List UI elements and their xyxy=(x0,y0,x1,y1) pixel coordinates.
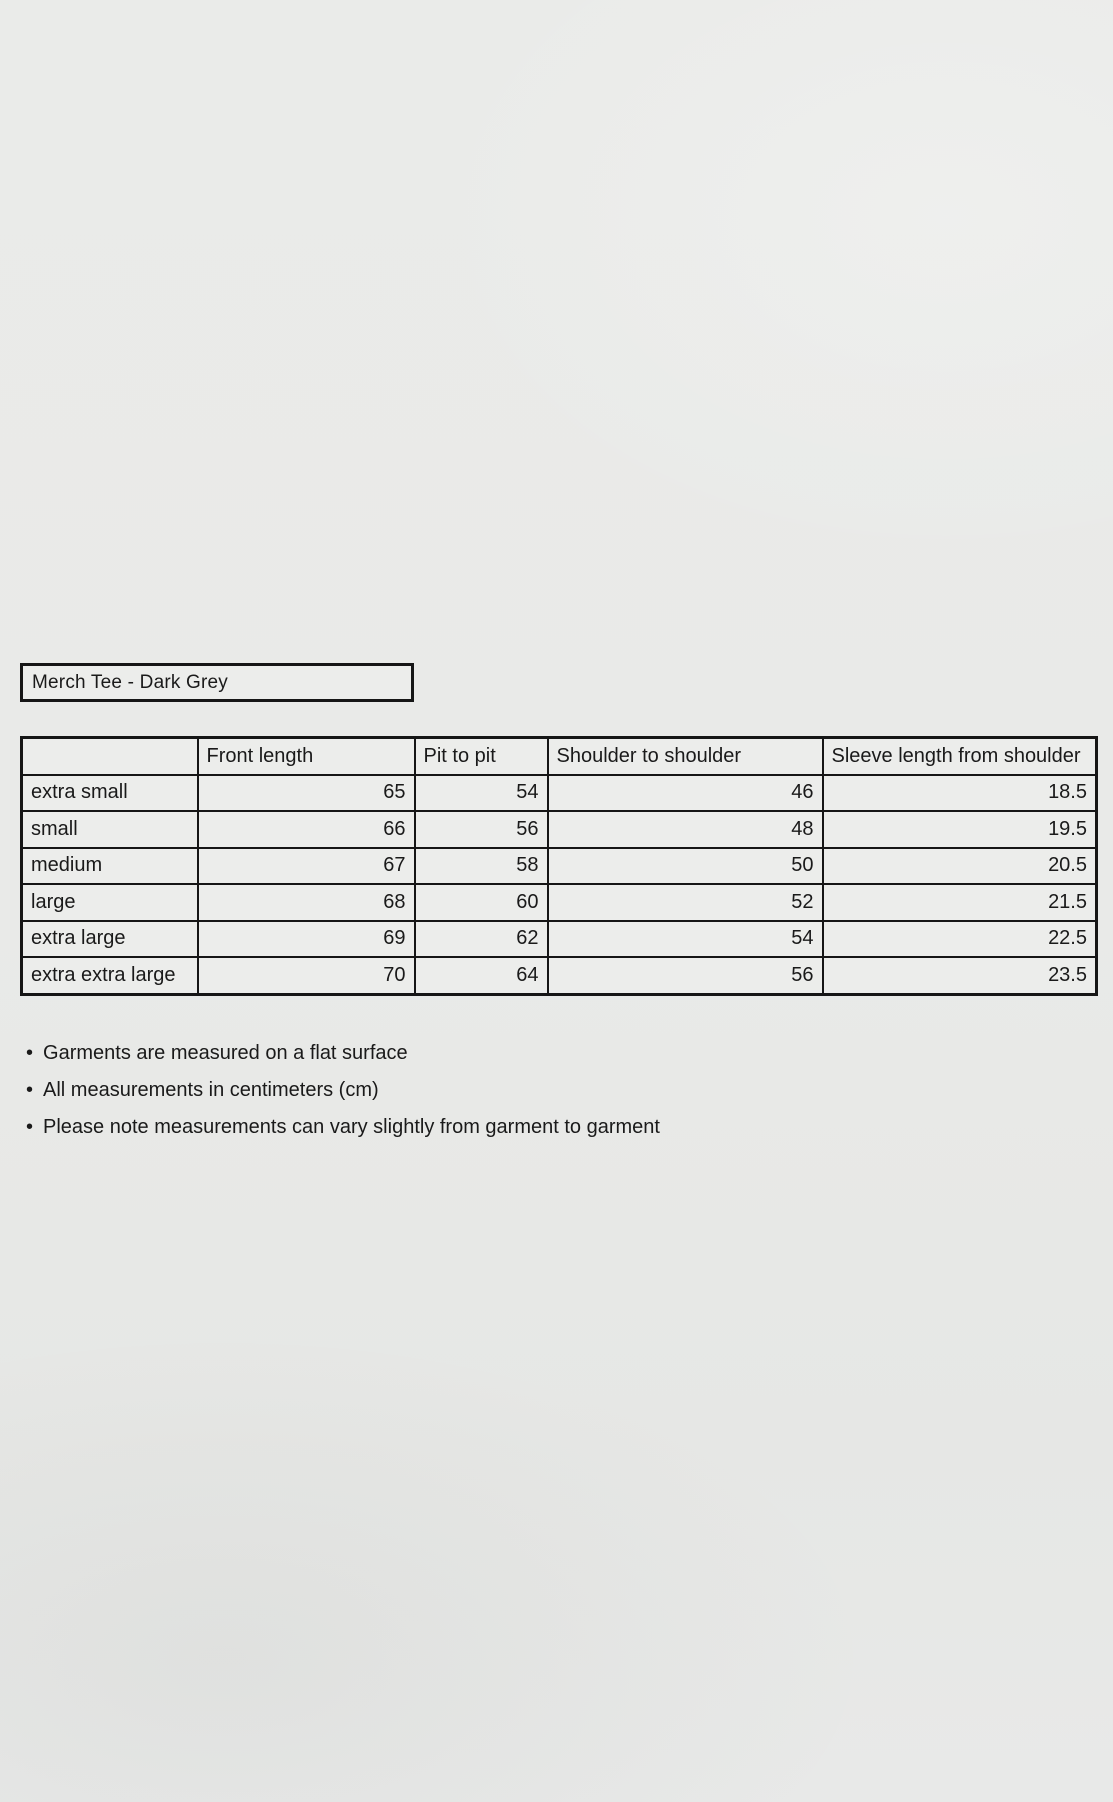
notes-list xyxy=(26,1041,660,1152)
size-label-medium: medium xyxy=(22,848,198,885)
bullet-icon: • xyxy=(26,1042,34,1064)
note-item xyxy=(26,1115,660,1139)
cell-large-pit-to-pit: 60 xyxy=(415,884,548,921)
note-text: Garments are measured on a flat surface xyxy=(43,1042,408,1064)
cell-medium-sleeve-length-from-shoulder: 20.5 xyxy=(823,848,1097,885)
size-label-large: large xyxy=(22,884,198,921)
cell-extra-extra-large-sleeve-length-from-shoulder: 23.5 xyxy=(823,957,1097,994)
note-item xyxy=(26,1078,660,1102)
bullet-icon: • xyxy=(26,1116,34,1138)
cell-extra-extra-large-front-length: 70 xyxy=(198,957,415,994)
cell-large-front-length: 68 xyxy=(198,884,415,921)
table-row-small xyxy=(22,811,1097,848)
cell-large-shoulder-to-shoulder: 52 xyxy=(548,884,823,921)
table-row-extra-small xyxy=(22,775,1097,812)
table-body xyxy=(22,775,1097,995)
cell-small-pit-to-pit: 56 xyxy=(415,811,548,848)
size-chart-table xyxy=(20,736,1098,996)
cell-extra-small-front-length: 65 xyxy=(198,775,415,812)
bullet-icon: • xyxy=(26,1079,34,1101)
cell-small-shoulder-to-shoulder: 48 xyxy=(548,811,823,848)
cell-extra-large-front-length: 69 xyxy=(198,921,415,958)
cell-medium-pit-to-pit: 58 xyxy=(415,848,548,885)
column-header-shoulder-to-shoulder: Shoulder to shoulder xyxy=(548,738,823,775)
cell-small-sleeve-length-from-shoulder: 19.5 xyxy=(823,811,1097,848)
cell-medium-shoulder-to-shoulder: 50 xyxy=(548,848,823,885)
cell-extra-extra-large-shoulder-to-shoulder: 56 xyxy=(548,957,823,994)
size-label-extra-large: extra large xyxy=(22,921,198,958)
product-title: Merch Tee - Dark Grey xyxy=(32,671,229,693)
size-label-extra-extra-large: extra extra large xyxy=(22,957,198,994)
cell-extra-small-shoulder-to-shoulder: 46 xyxy=(548,775,823,812)
table-row-extra-large xyxy=(22,921,1097,958)
column-header-size xyxy=(22,738,198,775)
column-header-front-length: Front length xyxy=(198,738,415,775)
size-label-extra-small: extra small xyxy=(22,775,198,812)
note-text: All measurements in centimeters (cm) xyxy=(43,1079,379,1101)
cell-extra-small-pit-to-pit: 54 xyxy=(415,775,548,812)
size-label-small: small xyxy=(22,811,198,848)
column-header-pit-to-pit: Pit to pit xyxy=(415,738,548,775)
cell-extra-extra-large-pit-to-pit: 64 xyxy=(415,957,548,994)
table-row-large xyxy=(22,884,1097,921)
cell-extra-large-shoulder-to-shoulder: 54 xyxy=(548,921,823,958)
cell-large-sleeve-length-from-shoulder: 21.5 xyxy=(823,884,1097,921)
table-row-medium xyxy=(22,848,1097,885)
note-text: Please note measurements can vary slightly from garment to garment xyxy=(43,1116,660,1138)
table-row-extra-extra-large xyxy=(22,957,1097,994)
column-header-sleeve-length-from-shoulder: Sleeve length from shoulder xyxy=(823,738,1097,775)
product-title-box xyxy=(20,663,414,702)
cell-extra-small-sleeve-length-from-shoulder: 18.5 xyxy=(823,775,1097,812)
note-item xyxy=(26,1041,660,1065)
cell-medium-front-length: 67 xyxy=(198,848,415,885)
header-row xyxy=(22,738,1097,775)
cell-extra-large-pit-to-pit: 62 xyxy=(415,921,548,958)
cell-small-front-length: 66 xyxy=(198,811,415,848)
cell-extra-large-sleeve-length-from-shoulder: 22.5 xyxy=(823,921,1097,958)
